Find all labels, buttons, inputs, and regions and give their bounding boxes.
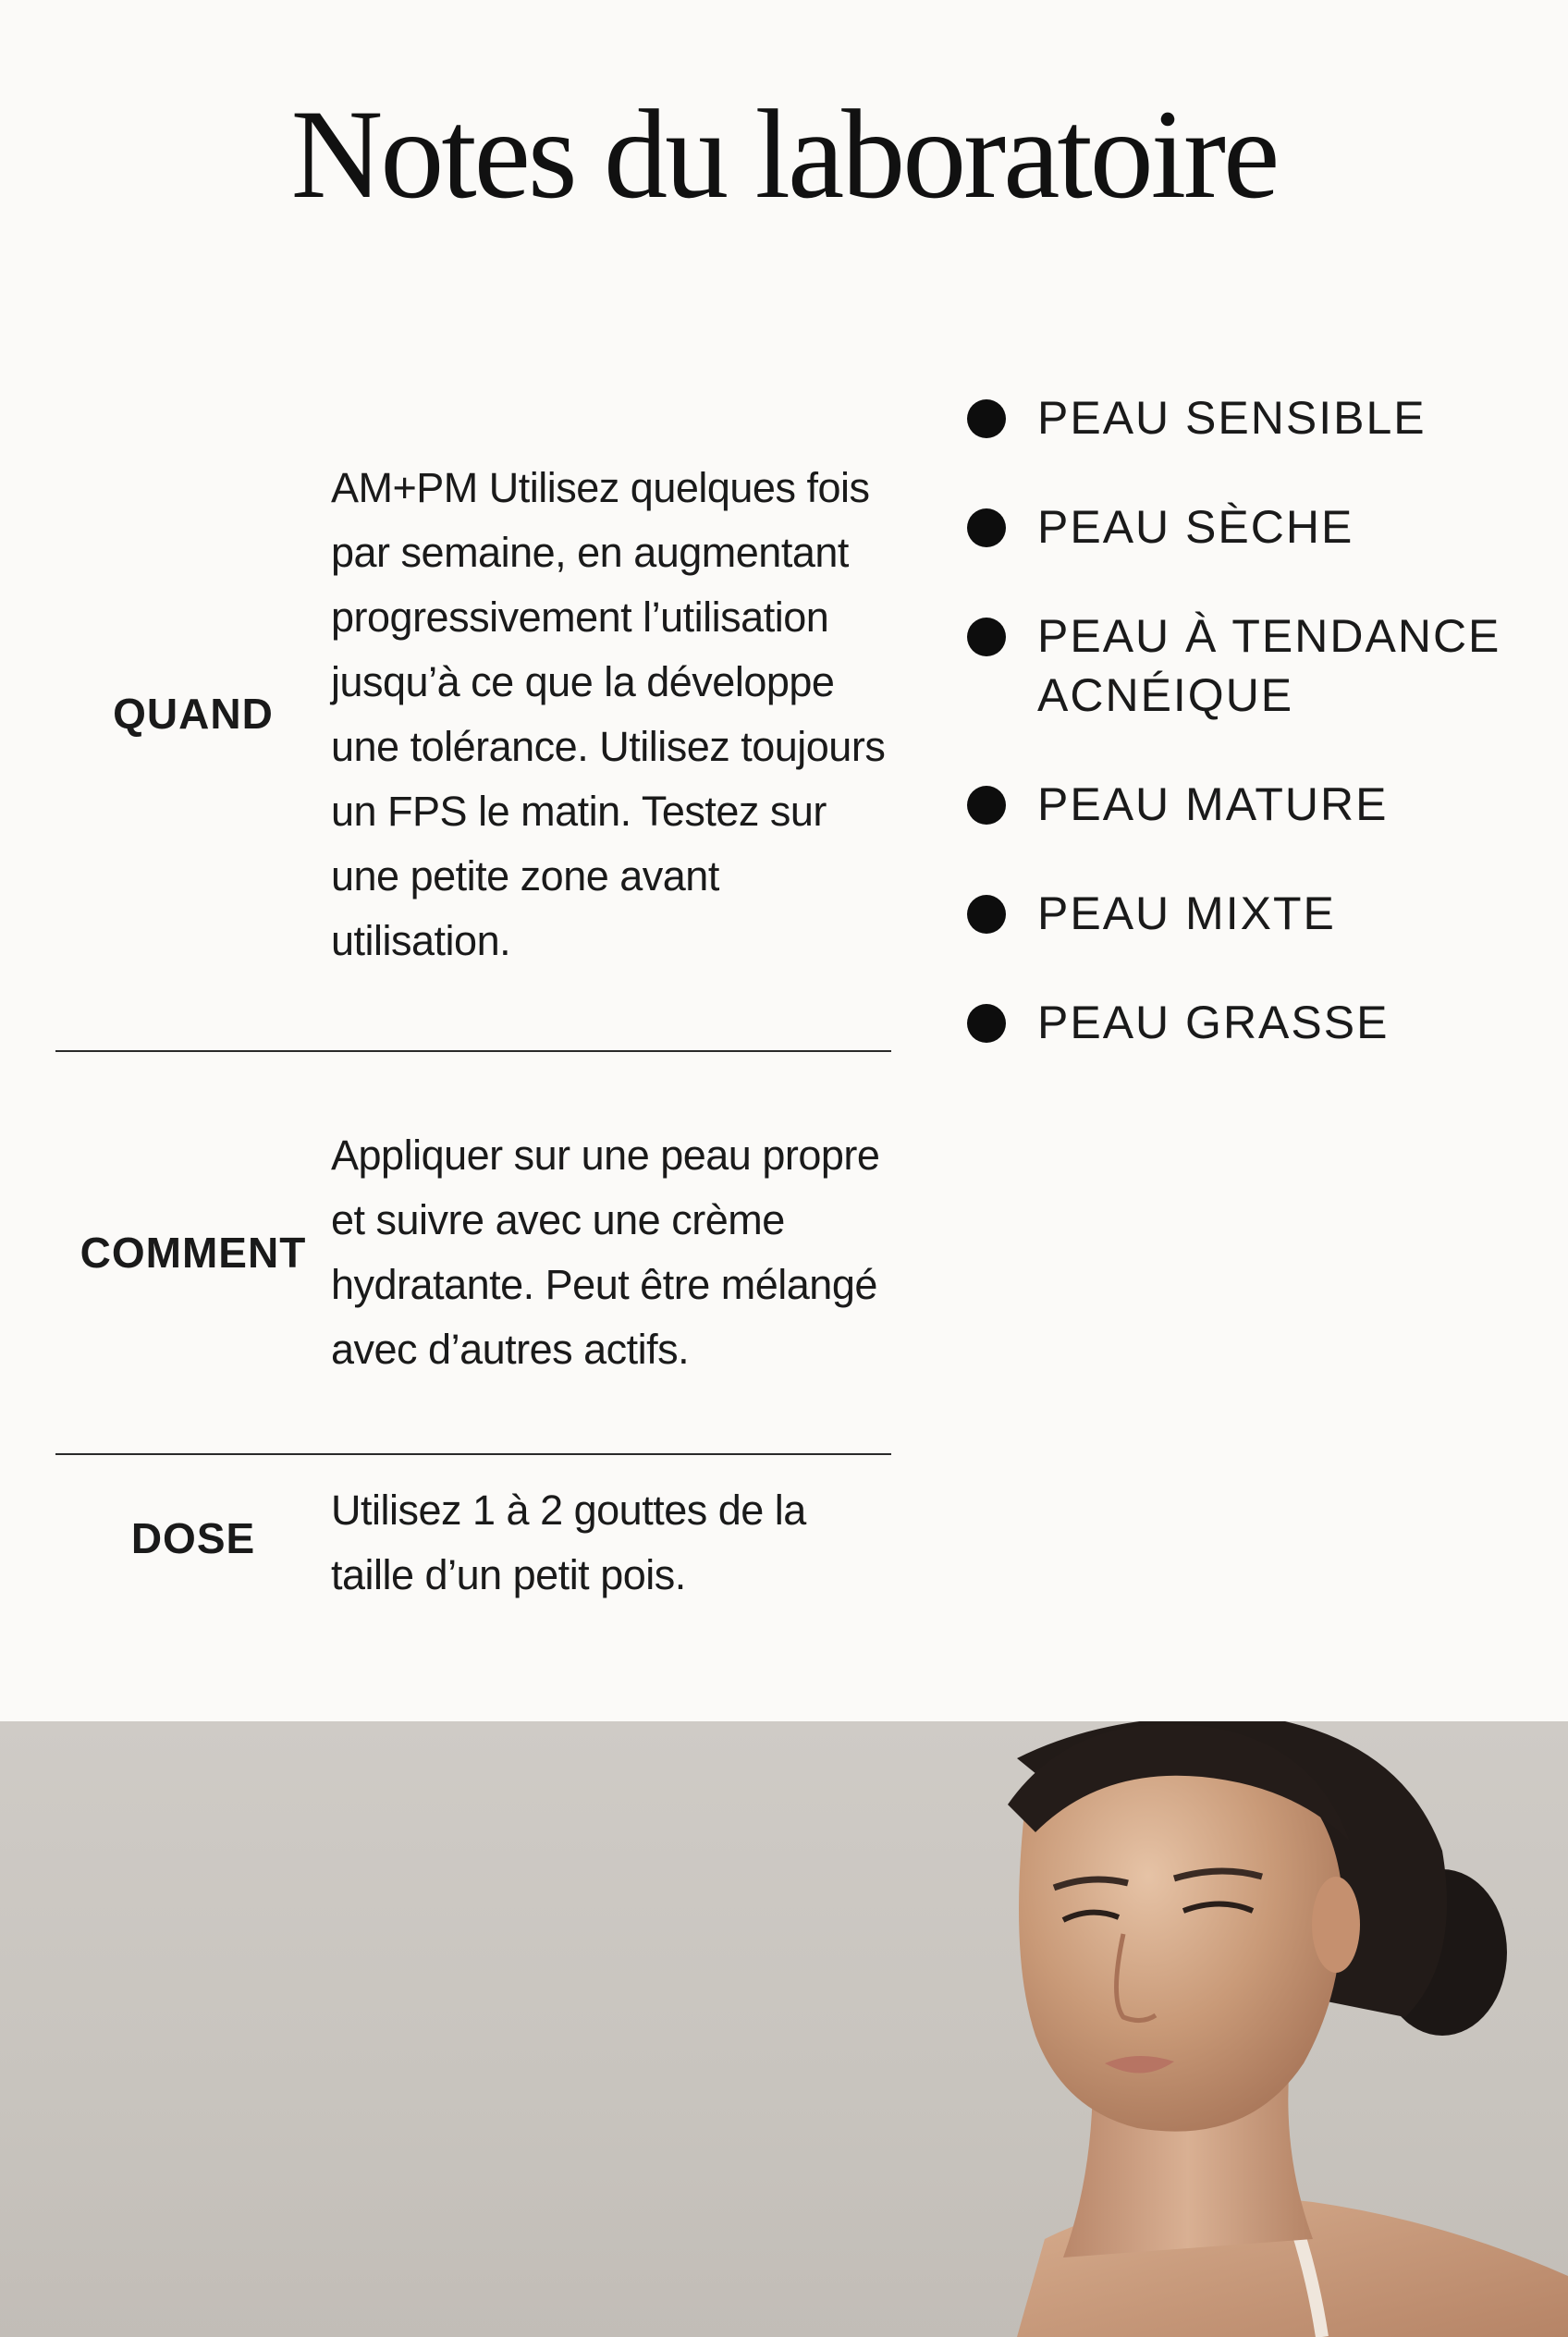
note-row-when bbox=[55, 377, 891, 1050]
bullet-dot-icon bbox=[967, 508, 1006, 547]
skin-type-item bbox=[967, 388, 1540, 447]
skin-type-item bbox=[967, 993, 1540, 1052]
bullet-dot-icon bbox=[967, 786, 1006, 825]
bullet-dot-icon bbox=[967, 399, 1006, 438]
skin-type-label: PEAU SENSIBLE bbox=[1037, 392, 1427, 444]
note-text-dose: Utilisez 1 à 2 gouttes de la taille d’un petit pois. bbox=[331, 1487, 806, 1598]
skin-type-label: PEAU SÈCHE bbox=[1037, 501, 1354, 553]
lab-notes-table bbox=[55, 377, 891, 1621]
page-title: Notes du laboratoire bbox=[290, 83, 1278, 225]
model-photo bbox=[0, 1721, 1568, 2337]
skin-type-item bbox=[967, 497, 1540, 557]
note-label-how: COMMENT bbox=[80, 1229, 307, 1277]
bullet-dot-icon bbox=[967, 1004, 1006, 1043]
skin-type-item bbox=[967, 606, 1555, 725]
note-row-how bbox=[55, 1052, 891, 1453]
note-label-dose: DOSE bbox=[130, 1514, 256, 1562]
skin-type-label: PEAU GRASSE bbox=[1037, 997, 1390, 1048]
note-label-when: QUAND bbox=[113, 690, 274, 738]
bullet-dot-icon bbox=[967, 618, 1006, 656]
bullet-dot-icon bbox=[967, 895, 1006, 934]
skin-type-label: PEAU À TENDANCE ACNÉIQUE bbox=[1037, 610, 1501, 721]
skin-type-label: PEAU MATURE bbox=[1037, 778, 1389, 830]
note-text-how: Appliquer sur une peau propre et suivre avec une crème hydratante. Peut être mélangé avec d’autres actifs. bbox=[331, 1132, 880, 1373]
skin-type-label: PEAU MIXTE bbox=[1037, 887, 1336, 939]
skin-type-item bbox=[967, 775, 1540, 834]
note-row-dose bbox=[55, 1455, 891, 1621]
model-portrait-illustration bbox=[0, 1721, 1568, 2337]
note-text-when: AM+PM Utilisez quelques fois par semaine, en augmentant progressivement l’utilisation jusqu’à ce que la développe une tolérance. Utilisez toujours un FPS le matin. Testez sur une petite zone avant utilisation. bbox=[331, 464, 886, 964]
skin-type-item bbox=[967, 884, 1540, 943]
skin-type-list bbox=[967, 388, 1540, 1102]
